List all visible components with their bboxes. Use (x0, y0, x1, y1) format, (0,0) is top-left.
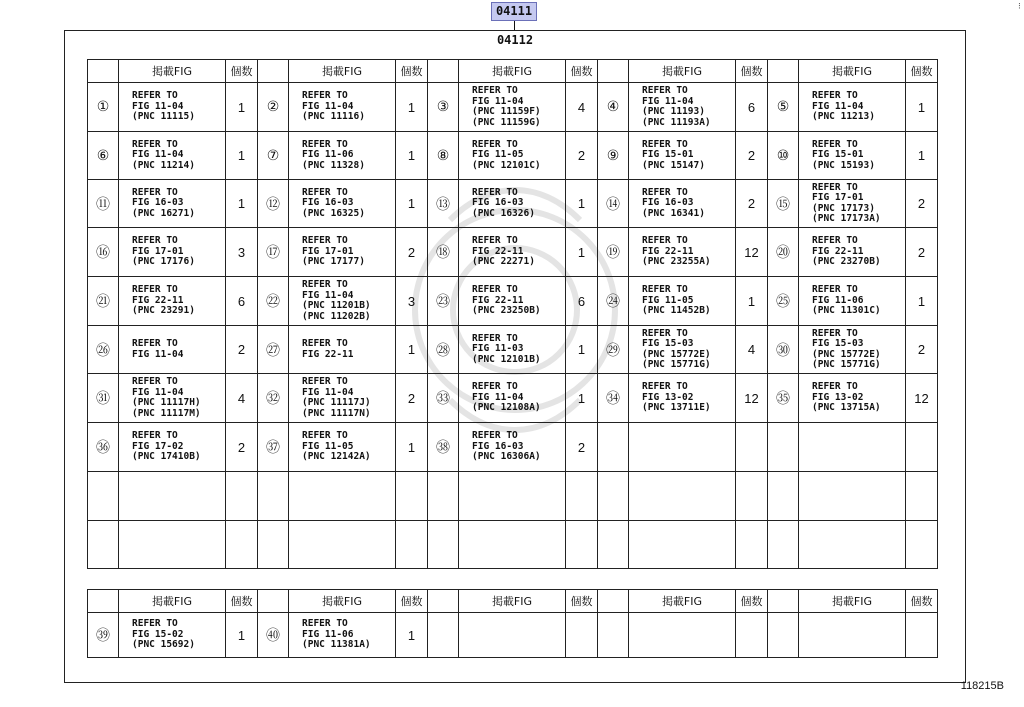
callout-number: ⑫ (258, 180, 289, 228)
fig-reference[interactable]: REFER TO FIG 15-03 (PNC 15772E) (PNC 15771G) (799, 326, 906, 374)
callout-number: ⑬ (428, 180, 459, 228)
quantity: 1 (226, 613, 258, 658)
fig-reference[interactable]: REFER TO FIG 22-11 (PNC 23250B) (459, 277, 566, 326)
callout-number: ㉝ (428, 374, 459, 423)
fig-reference[interactable]: REFER TO FIG 22-11 (289, 326, 396, 374)
fig-reference (629, 472, 736, 521)
header-fig: 掲載FIG (799, 590, 906, 613)
callout-number: ㉞ (598, 374, 629, 423)
quantity (906, 423, 938, 472)
header-blank (768, 60, 799, 83)
callout-number (598, 521, 629, 569)
quantity: 1 (566, 228, 598, 277)
callout-number: ② (258, 83, 289, 132)
quantity: 1 (566, 180, 598, 228)
callout-number (88, 472, 119, 521)
quantity: 1 (226, 132, 258, 180)
callout-number (598, 613, 629, 658)
quantity: 4 (566, 83, 598, 132)
quantity: 1 (906, 132, 938, 180)
callout-number (428, 613, 459, 658)
fig-reference (799, 613, 906, 658)
table-row (88, 521, 938, 569)
fig-reference[interactable]: REFER TO FIG 22-11 (PNC 22271) (459, 228, 566, 277)
callout-number: ㉛ (88, 374, 119, 423)
leader-line (514, 21, 515, 30)
fig-reference[interactable]: REFER TO FIG 11-05 (PNC 12142A) (289, 423, 396, 472)
fig-reference[interactable]: REFER TO FIG 11-03 (PNC 12101B) (459, 326, 566, 374)
quantity (226, 521, 258, 569)
callout-number (598, 423, 629, 472)
header-fig: 掲載FIG (629, 590, 736, 613)
fig-reference (629, 423, 736, 472)
quantity: 6 (566, 277, 598, 326)
callout-number (768, 521, 799, 569)
callout-number: ⑨ (598, 132, 629, 180)
quantity (396, 472, 428, 521)
callout-number (428, 521, 459, 569)
callout-number (88, 521, 119, 569)
quantity (566, 472, 598, 521)
quantity (396, 521, 428, 569)
quantity: 2 (566, 132, 598, 180)
table-row (88, 374, 938, 423)
header-qty: 個数 (566, 590, 598, 613)
sub-part-number: 04112 (496, 33, 534, 47)
callout-number: ㊵ (258, 613, 289, 658)
callout-number: ㊱ (88, 423, 119, 472)
quantity: 4 (736, 326, 768, 374)
fig-reference (459, 521, 566, 569)
callout-number: ⑩ (768, 132, 799, 180)
callout-number: ㉖ (88, 326, 119, 374)
fig-reference[interactable]: REFER TO FIG 17-01 (PNC 17177) (289, 228, 396, 277)
quantity: 1 (396, 83, 428, 132)
fig-reference[interactable]: REFER TO FIG 11-04 (PNC 11159F) (PNC 11159G) (459, 83, 566, 132)
callout-number: ⑲ (598, 228, 629, 277)
callout-number (258, 472, 289, 521)
callout-number: ⑦ (258, 132, 289, 180)
quantity (226, 472, 258, 521)
header-fig: 掲載FIG (459, 590, 566, 613)
fig-reference[interactable]: REFER TO FIG 13-02 (PNC 13711E) (629, 374, 736, 423)
quantity (736, 423, 768, 472)
quantity (906, 613, 938, 658)
header-qty: 個数 (396, 60, 428, 83)
fig-reference[interactable]: REFER TO FIG 17-01 (PNC 17176) (119, 228, 226, 277)
fig-reference[interactable]: REFER TO FIG 11-04 (PNC 11116) (289, 83, 396, 132)
header-qty: 個数 (906, 590, 938, 613)
fig-reference (799, 423, 906, 472)
quantity: 1 (906, 83, 938, 132)
header-blank (258, 590, 289, 613)
fig-reference[interactable]: REFER TO FIG 11-04 (PNC 11213) (799, 83, 906, 132)
callout-number: ⑯ (88, 228, 119, 277)
callout-number: ③ (428, 83, 459, 132)
quantity: 1 (226, 83, 258, 132)
callout-number: ㉑ (88, 277, 119, 326)
fig-reference[interactable]: REFER TO FIG 16-03 (PNC 16341) (629, 180, 736, 228)
quantity (736, 613, 768, 658)
header-fig: 掲載FIG (119, 60, 226, 83)
table-row (88, 613, 938, 658)
header-qty: 個数 (226, 60, 258, 83)
fig-reference (459, 472, 566, 521)
fig-reference[interactable]: REFER TO FIG 11-05 (PNC 12101C) (459, 132, 566, 180)
quantity: 12 (736, 228, 768, 277)
header-fig: 掲載FIG (459, 60, 566, 83)
table-row (88, 472, 938, 521)
fig-reference[interactable]: REFER TO FIG 11-04 (PNC 11193) (PNC 11193A) (629, 83, 736, 132)
quantity: 2 (906, 180, 938, 228)
table-row (88, 228, 938, 277)
callout-number (768, 472, 799, 521)
table-row (88, 180, 938, 228)
callout-number (598, 472, 629, 521)
fig-reference[interactable]: REFER TO FIG 11-04 (PNC 12108A) (459, 374, 566, 423)
part-number-callout[interactable]: 04111 (491, 2, 537, 21)
fig-reference[interactable]: REFER TO FIG 11-05 (PNC 11452B) (629, 277, 736, 326)
quantity: 6 (736, 83, 768, 132)
callout-number: ④ (598, 83, 629, 132)
callout-number: ㉓ (428, 277, 459, 326)
quantity: 1 (396, 180, 428, 228)
header-blank (768, 590, 799, 613)
header-row (88, 590, 938, 613)
fig-reference[interactable]: REFER TO FIG 17-01 (PNC 17173) (PNC 17173A) (799, 180, 906, 228)
callout-number: ⑥ (88, 132, 119, 180)
fig-reference[interactable]: REFER TO FIG 11-04 (PNC 11115) (119, 83, 226, 132)
fig-reference[interactable]: REFER TO FIG 11-04 (PNC 11214) (119, 132, 226, 180)
quantity (566, 521, 598, 569)
table-row (88, 132, 938, 180)
quantity: 2 (226, 423, 258, 472)
table-row (88, 423, 938, 472)
header-fig: 掲載FIG (799, 60, 906, 83)
quantity: 1 (566, 374, 598, 423)
fig-reference[interactable]: REFER TO FIG 11-04 (PNC 11117H) (PNC 11117M) (119, 374, 226, 423)
quantity: 1 (396, 132, 428, 180)
reference-table (87, 59, 938, 569)
callout-number: ㊴ (88, 613, 119, 658)
quantity: 2 (736, 132, 768, 180)
quantity: 2 (906, 326, 938, 374)
quantity: 2 (566, 423, 598, 472)
callout-number: ⑪ (88, 180, 119, 228)
callout-number: ㉟ (768, 374, 799, 423)
illustration-number: 118215B (960, 680, 1004, 692)
table-row (88, 326, 938, 374)
callout-number: ⑳ (768, 228, 799, 277)
fig-reference (119, 472, 226, 521)
callout-number: ㉕ (768, 277, 799, 326)
callout-number: ㉚ (768, 326, 799, 374)
fig-reference (799, 521, 906, 569)
fig-reference (629, 613, 736, 658)
header-row (88, 60, 938, 83)
header-qty: 個数 (736, 60, 768, 83)
callout-number: ㉜ (258, 374, 289, 423)
quantity: 1 (396, 613, 428, 658)
quantity (906, 472, 938, 521)
fig-reference[interactable]: REFER TO FIG 11-06 (PNC 11328) (289, 132, 396, 180)
header-blank (88, 590, 119, 613)
fig-reference[interactable]: REFER TO FIG 15-02 (PNC 15692) (119, 613, 226, 658)
quantity: 2 (736, 180, 768, 228)
header-qty: 個数 (736, 590, 768, 613)
header-blank (428, 590, 459, 613)
header-blank (258, 60, 289, 83)
header-fig: 掲載FIG (289, 590, 396, 613)
callout-number: ⑱ (428, 228, 459, 277)
corner-mark: ⁝ (1018, 2, 1021, 12)
callout-number (428, 472, 459, 521)
fig-reference[interactable]: REFER TO FIG 11-06 (PNC 11381A) (289, 613, 396, 658)
fig-reference (459, 613, 566, 658)
fig-reference[interactable]: REFER TO FIG 15-03 (PNC 15772E) (PNC 15771G) (629, 326, 736, 374)
callout-number (768, 613, 799, 658)
callout-number: ㊳ (428, 423, 459, 472)
fig-reference[interactable]: REFER TO FIG 17-02 (PNC 17410B) (119, 423, 226, 472)
fig-reference[interactable]: REFER TO FIG 11-04 (119, 326, 226, 374)
quantity: 2 (906, 228, 938, 277)
header-blank (598, 60, 629, 83)
header-blank (88, 60, 119, 83)
quantity: 3 (226, 228, 258, 277)
header-blank (428, 60, 459, 83)
fig-reference[interactable]: REFER TO FIG 16-03 (PNC 16306A) (459, 423, 566, 472)
quantity: 1 (226, 180, 258, 228)
fig-reference[interactable]: REFER TO FIG 15-01 (PNC 15147) (629, 132, 736, 180)
callout-number: ⑮ (768, 180, 799, 228)
fig-reference[interactable]: REFER TO FIG 11-04 (PNC 11117J) (PNC 11117N) (289, 374, 396, 423)
fig-reference[interactable]: REFER TO FIG 11-04 (PNC 11201B) (PNC 11202B) (289, 277, 396, 326)
quantity: 2 (396, 374, 428, 423)
quantity: 2 (226, 326, 258, 374)
quantity: 3 (396, 277, 428, 326)
fig-reference[interactable]: REFER TO FIG 13-02 (PNC 13715A) (799, 374, 906, 423)
fig-reference[interactable]: REFER TO FIG 22-11 (PNC 23255A) (629, 228, 736, 277)
quantity: 1 (736, 277, 768, 326)
fig-reference[interactable]: REFER TO FIG 22-11 (PNC 23291) (119, 277, 226, 326)
fig-reference (629, 521, 736, 569)
fig-reference (799, 472, 906, 521)
fig-reference (119, 521, 226, 569)
header-blank (598, 590, 629, 613)
reference-table-extra (87, 589, 938, 658)
quantity (566, 613, 598, 658)
header-qty: 個数 (226, 590, 258, 613)
callout-number: ㉘ (428, 326, 459, 374)
fig-reference[interactable]: REFER TO FIG 22-11 (PNC 23270B) (799, 228, 906, 277)
fig-reference[interactable]: REFER TO FIG 16-03 (PNC 16271) (119, 180, 226, 228)
quantity: 12 (736, 374, 768, 423)
callout-number: ㉙ (598, 326, 629, 374)
fig-reference[interactable]: REFER TO FIG 16-03 (PNC 16325) (289, 180, 396, 228)
header-qty: 個数 (906, 60, 938, 83)
callout-number: ⑰ (258, 228, 289, 277)
quantity: 1 (906, 277, 938, 326)
callout-number: ① (88, 83, 119, 132)
callout-number: ⑤ (768, 83, 799, 132)
fig-reference (289, 521, 396, 569)
fig-reference[interactable]: REFER TO FIG 11-06 (PNC 11301C) (799, 277, 906, 326)
header-fig: 掲載FIG (119, 590, 226, 613)
quantity: 1 (566, 326, 598, 374)
quantity: 6 (226, 277, 258, 326)
quantity: 12 (906, 374, 938, 423)
quantity (736, 521, 768, 569)
callout-number: ⑭ (598, 180, 629, 228)
callout-number: ㉒ (258, 277, 289, 326)
quantity (906, 521, 938, 569)
header-qty: 個数 (566, 60, 598, 83)
fig-reference[interactable]: REFER TO FIG 16-03 (PNC 16326) (459, 180, 566, 228)
fig-reference[interactable]: REFER TO FIG 15-01 (PNC 15193) (799, 132, 906, 180)
quantity: 4 (226, 374, 258, 423)
table-row (88, 277, 938, 326)
callout-number: ㉔ (598, 277, 629, 326)
quantity: 2 (396, 228, 428, 277)
callout-number (768, 423, 799, 472)
header-fig: 掲載FIG (629, 60, 736, 83)
callout-number: ⑧ (428, 132, 459, 180)
callout-number: ㉗ (258, 326, 289, 374)
quantity: 1 (396, 423, 428, 472)
header-fig: 掲載FIG (289, 60, 396, 83)
fig-reference (289, 472, 396, 521)
callout-number: ㊲ (258, 423, 289, 472)
quantity (736, 472, 768, 521)
table-row (88, 83, 938, 132)
quantity: 1 (396, 326, 428, 374)
callout-number (258, 521, 289, 569)
header-qty: 個数 (396, 590, 428, 613)
